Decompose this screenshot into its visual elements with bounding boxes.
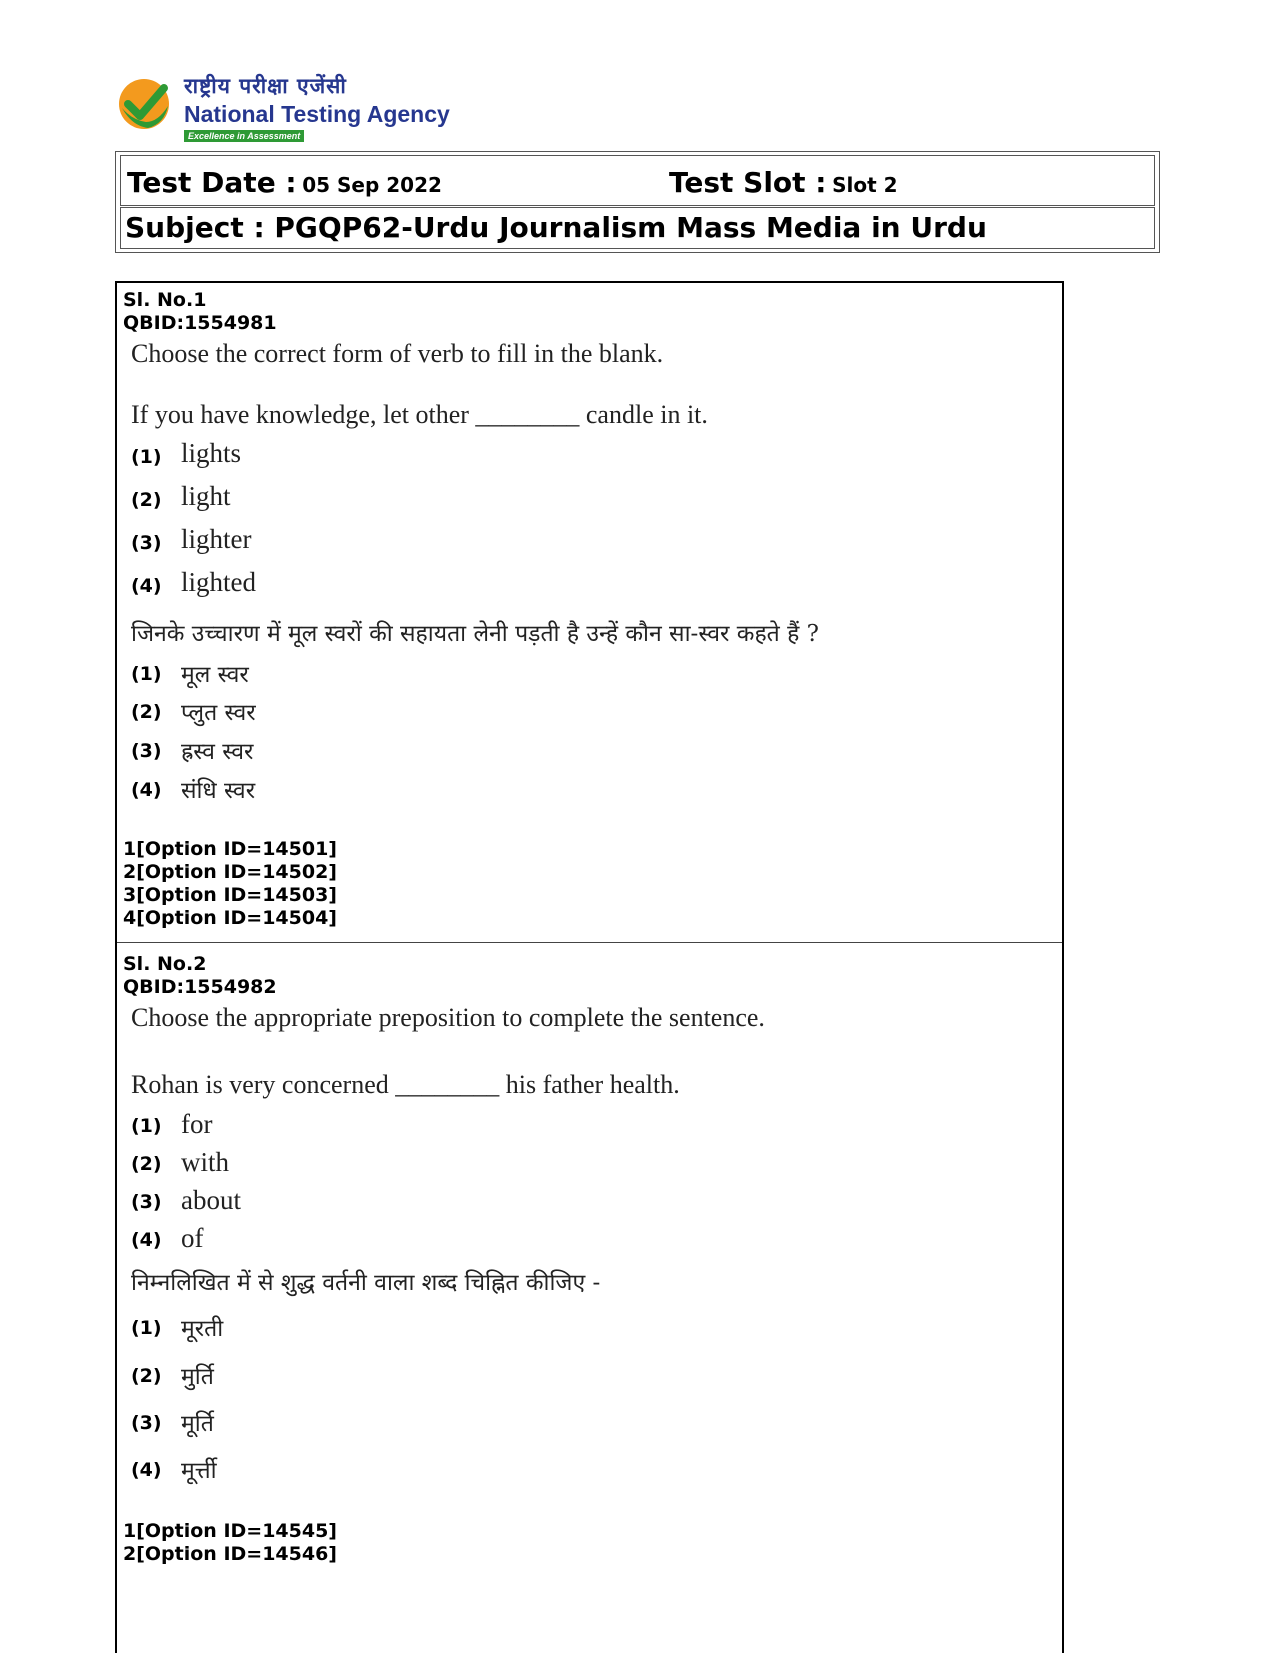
option-number: (4) (131, 575, 162, 597)
option-text: संधि स्वर (181, 778, 256, 804)
option-text: ह्रस्व स्वर (181, 739, 254, 765)
option-text: मूर्ति (181, 1411, 214, 1437)
qbid: QBID:1554982 (123, 976, 277, 998)
option-text: मुर्ति (181, 1364, 214, 1390)
option-number: (2) (131, 701, 162, 723)
test-slot-label: Test Slot : (669, 166, 827, 199)
subject-row (120, 207, 1155, 249)
test-date-value: 05 Sep 2022 (302, 173, 442, 197)
logo-english-text: National Testing Agency (184, 101, 450, 127)
question-1-meta (123, 289, 277, 335)
option-number: (3) (131, 1191, 162, 1213)
question-instruction: Choose the correct form of verb to fill in the blank. (131, 339, 664, 368)
logo-tagline: Excellence in Assessment (184, 130, 304, 142)
hindi-question: जिनके उच्चारण में मूल स्वरों की सहायता लेनी पड़ती है उन्हें कौन सा-स्वर कहते हैं ? (131, 621, 819, 647)
option-text: मूल स्वर (181, 662, 249, 688)
option-number: (1) (131, 663, 162, 685)
option-text: about (181, 1185, 241, 1215)
serial-number: Sl. No.2 (123, 953, 207, 975)
test-slot-value: Slot 2 (832, 173, 898, 197)
option-number: (2) (131, 1153, 162, 1175)
nta-logo (118, 72, 478, 144)
qbid: QBID:1554981 (123, 312, 277, 334)
option-text: मूरती (181, 1316, 224, 1342)
option-number: (3) (131, 740, 162, 762)
option-id-list (123, 1520, 337, 1566)
option-text: for (181, 1109, 213, 1139)
checkmark-logo-icon (118, 78, 170, 130)
serial-number: Sl. No.1 (123, 289, 207, 311)
hindi-question: निम्नलिखित में से शुद्ध वर्तनी वाला शब्द चिह्नित कीजिए - (131, 1270, 601, 1296)
question-divider (117, 942, 1062, 943)
option-id: 2[Option ID=14546] (123, 1543, 337, 1565)
question-instruction: Choose the appropriate preposition to complete the sentence. (131, 1003, 765, 1032)
option-number: (4) (131, 1459, 162, 1481)
option-number: (3) (131, 532, 162, 554)
option-number: (1) (131, 446, 162, 468)
option-text: with (181, 1147, 230, 1177)
option-number: (2) (131, 489, 162, 511)
option-number: (3) (131, 1412, 162, 1434)
logo-hindi-text: राष्ट्रीय परीक्षा एजेंसी (184, 74, 347, 98)
option-text: lighted (181, 567, 256, 597)
test-date (127, 166, 442, 199)
question-sentence: If you have knowledge, let other ________ candle in it. (131, 400, 708, 429)
question-2-meta (123, 953, 277, 999)
option-id: 2[Option ID=14502] (123, 861, 337, 883)
option-text: lighter (181, 524, 252, 554)
test-date-label: Test Date : (127, 166, 297, 199)
option-number: (1) (131, 1317, 162, 1339)
test-slot (669, 166, 898, 199)
option-text: प्लुत स्वर (181, 700, 256, 726)
option-number: (4) (131, 1229, 162, 1251)
option-id: 1[Option ID=14501] (123, 838, 337, 860)
test-header (115, 151, 1160, 253)
option-text: मूर्त्ती (181, 1458, 217, 1484)
option-id-list (123, 838, 337, 930)
option-number: (4) (131, 779, 162, 801)
question-paper (115, 281, 1064, 1653)
option-id: 3[Option ID=14503] (123, 884, 337, 906)
subject-title: Subject : PGQP62-Urdu Journalism Mass Media in Urdu (125, 211, 987, 244)
option-id: 4[Option ID=14504] (123, 907, 337, 929)
option-id: 1[Option ID=14545] (123, 1520, 337, 1542)
test-date-slot-row (120, 155, 1155, 206)
option-number: (2) (131, 1365, 162, 1387)
option-text: light (181, 481, 231, 511)
option-number: (1) (131, 1115, 162, 1137)
question-sentence: Rohan is very concerned ________ his father health. (131, 1070, 680, 1099)
option-text: of (181, 1223, 204, 1253)
option-text: lights (181, 438, 242, 468)
